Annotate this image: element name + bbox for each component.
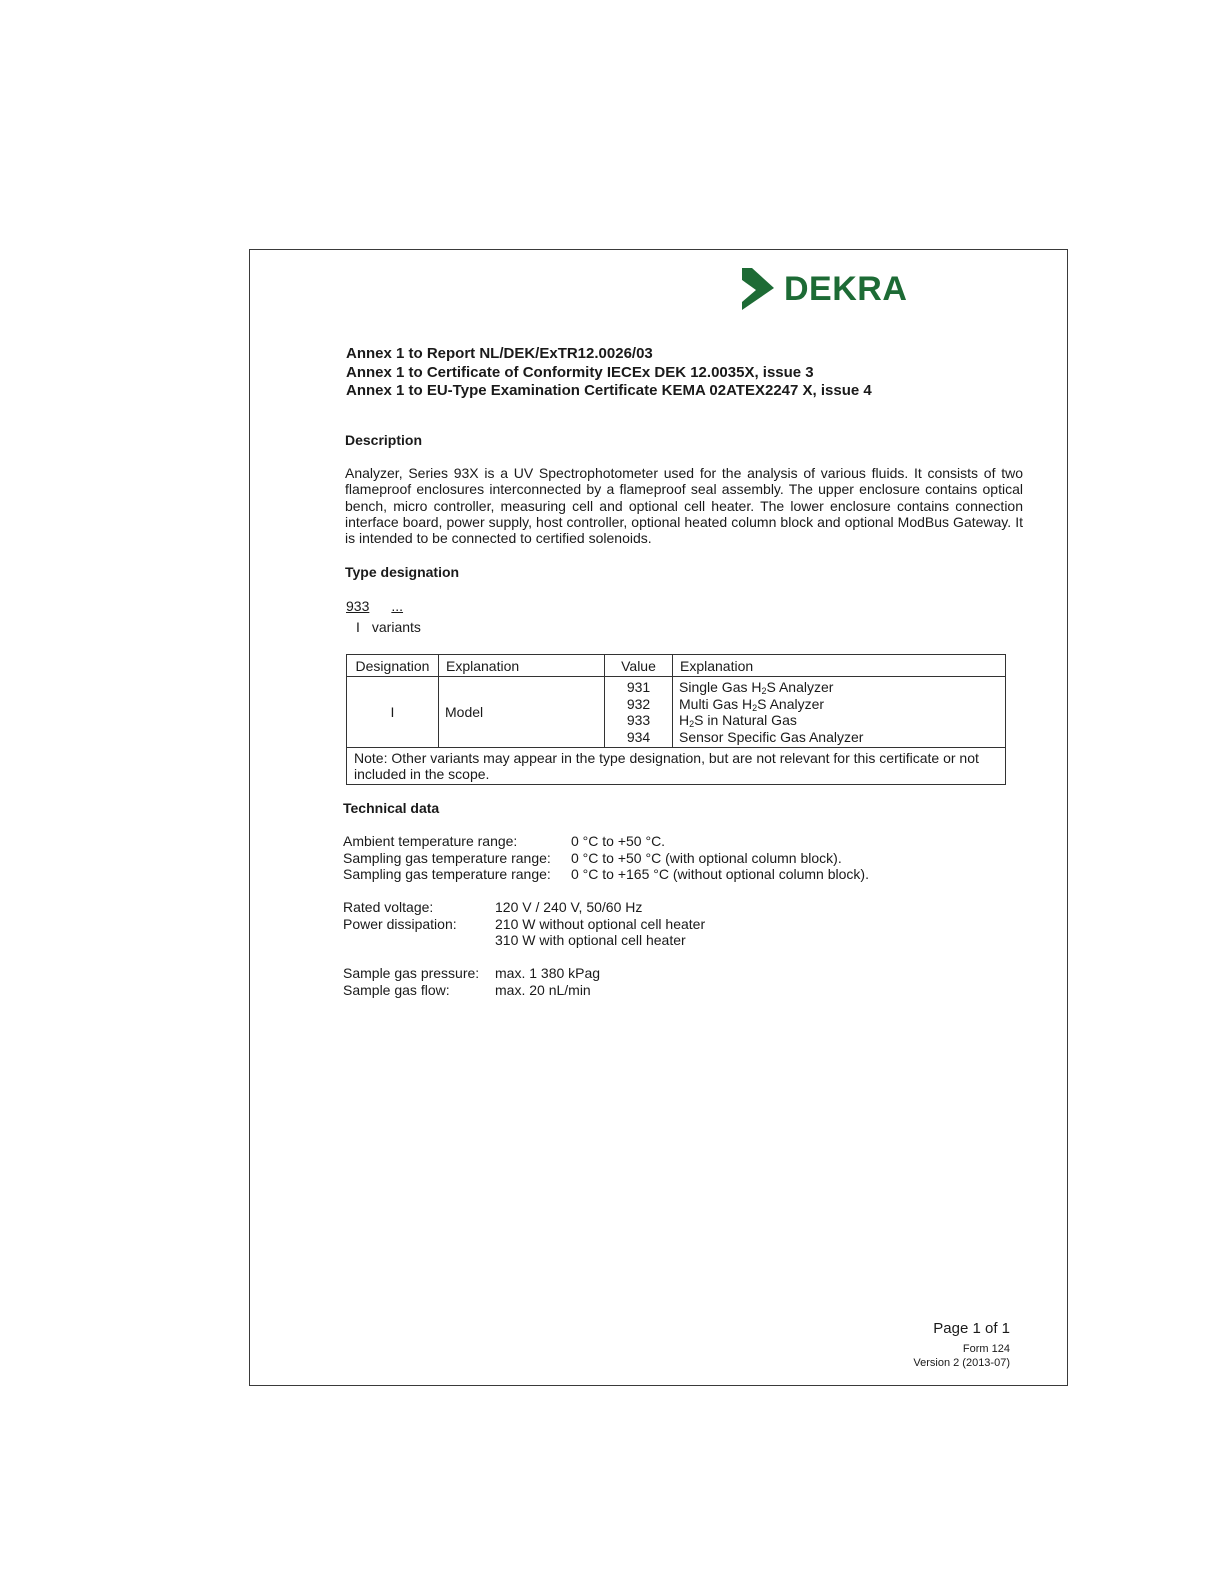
temp-label: Sampling gas temperature range:	[343, 849, 551, 866]
annex-headings	[346, 345, 872, 401]
temp-value: 0 °C to +165 °C (without optional column block).	[571, 866, 869, 882]
description-title: Description	[345, 432, 423, 448]
cell-designation: I	[347, 677, 439, 748]
gas-label: Sample gas pressure:	[343, 965, 480, 981]
value-explanation-item: Multi Gas $H_2S$ Analyzer	[679, 695, 825, 713]
gas-data	[343, 965, 600, 998]
type-designation-title: Type designation	[345, 564, 460, 580]
electrical-row	[343, 899, 705, 916]
annex-heading-eu: Annex 1 to EU-Type Examination Certificate KEMA 02ATEX2247 X, issue 4	[346, 382, 872, 399]
cell-value-explanations	[673, 677, 1006, 748]
gas-value: max. 20 nL/min	[495, 981, 591, 998]
annex-heading-iecex: Annex 1 to Certificate of Conformity IECEx DEK 12.0035X, issue 3	[346, 363, 814, 381]
temp-value: 0 °C to +50 °C.	[571, 833, 666, 849]
value-item: 934	[626, 728, 651, 745]
electrical-label: Power dissipation:	[343, 915, 457, 932]
temperature-data	[343, 833, 869, 883]
header-explanation-2: Explanation	[673, 655, 1006, 677]
electrical-value: 210 W without optional cell heater	[495, 915, 706, 932]
header-explanation: Explanation	[439, 655, 605, 677]
dekra-logo-text: DEKRA	[784, 270, 908, 308]
gas-row	[343, 965, 600, 982]
type-variant-marker: I	[356, 619, 360, 635]
type-designation-table	[346, 654, 1006, 785]
value-explanation-item: Sensor Specific Gas Analyzer	[679, 728, 864, 745]
form-info	[913, 1343, 1010, 1370]
cell-values	[605, 677, 673, 748]
cell-explanation: Model	[439, 677, 605, 748]
dekra-arrow-logo-icon	[738, 266, 776, 312]
electrical-value: 310 W with optional cell heater	[495, 932, 686, 948]
gas-label: Sample gas flow:	[343, 981, 450, 998]
form-number: Form 124	[962, 1343, 1010, 1355]
page-border	[249, 249, 1068, 1386]
temp-row	[343, 866, 869, 883]
annex-heading-report: Annex 1 to Report NL/DEK/ExTR12.0026/03	[346, 345, 653, 362]
description-text: Analyzer, Series 93X is a UV Spectrophotometer used for the analysis of various fluids. It consists of two flameproof enclosures interconnected by a flameproof seal assembly. The upper enclosure contains optical bench, micro controller, measuring cell and optional cell heater. The lower enclosure contains connection interface board, power supply, host controller, optional heated column block and optional ModBus Gateway. It is intended to be connected to certified solenoids.	[345, 465, 1023, 547]
header-value: Value	[605, 655, 673, 677]
value-item: 932	[626, 695, 651, 712]
temp-label: Ambient temperature range:	[343, 833, 518, 849]
electrical-row	[343, 932, 705, 949]
table-row	[347, 677, 1006, 748]
gas-row	[343, 982, 600, 999]
temp-label: Sampling gas temperature range:	[343, 866, 551, 882]
type-code	[346, 598, 403, 614]
temp-row	[343, 850, 869, 867]
value-explanation-item: Single Gas $H_2S$ Analyzer	[679, 679, 834, 696]
form-version: Version 2 (2013-07)	[913, 1356, 1010, 1369]
type-code-number: 933	[346, 598, 370, 614]
temp-row	[343, 833, 869, 850]
technical-data-title: Technical data	[343, 800, 440, 816]
electrical-label: Rated voltage:	[343, 899, 434, 915]
type-variant-label: variants	[371, 619, 421, 635]
value-item: 933	[626, 712, 651, 728]
table-note: Note: Other variants may appear in the type designation, but are not relevant for this certificate or not included in the scope.	[347, 748, 1006, 785]
type-variant	[356, 619, 421, 635]
page-number: Page 1 of 1	[933, 1320, 1010, 1337]
header-designation: Designation	[347, 655, 439, 677]
electrical-label	[343, 932, 495, 949]
temp-value: 0 °C to +50 °C (with optional column block).	[571, 849, 842, 866]
gas-value: max. 1 380 kPag	[495, 965, 601, 981]
table-header-row	[347, 655, 1006, 677]
electrical-value: 120 V / 240 V, 50/60 Hz	[495, 899, 643, 915]
type-code-dots: ...	[391, 598, 404, 614]
electrical-row	[343, 916, 705, 933]
table-note-row	[347, 748, 1006, 785]
value-item: 931	[626, 679, 651, 695]
value-explanation-item: $H_2S$ in Natural Gas	[679, 712, 797, 729]
dekra-logo	[738, 266, 907, 312]
electrical-data	[343, 899, 705, 949]
